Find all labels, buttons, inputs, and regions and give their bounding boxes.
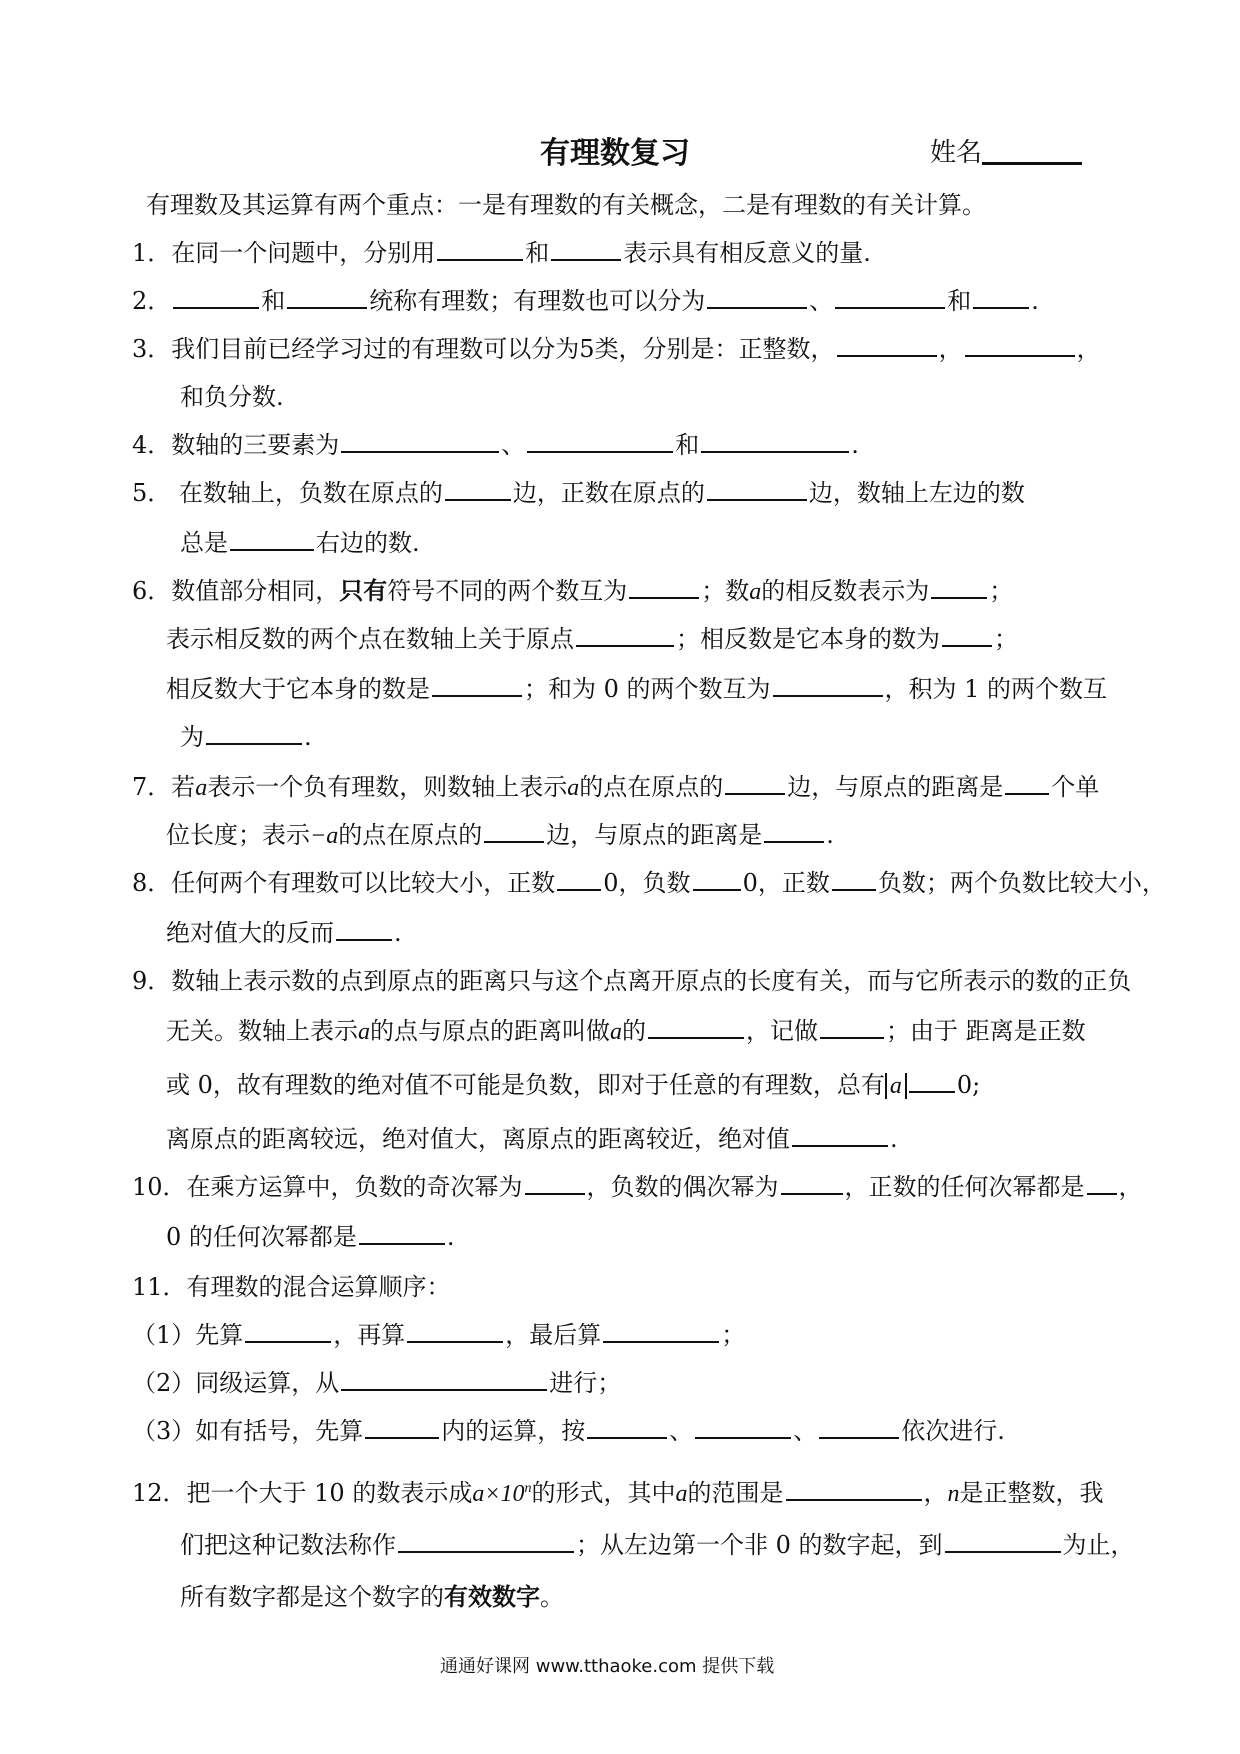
answer-blank[interactable] bbox=[973, 285, 1029, 309]
answer-blank[interactable] bbox=[527, 429, 673, 453]
answer-blank[interactable] bbox=[820, 1015, 884, 1039]
answer-blank[interactable] bbox=[819, 1415, 899, 1439]
question-9-line4: 离原点的距离较远，绝对值大，离原点的距离较近，绝对值 . bbox=[166, 1125, 898, 1153]
answer-blank[interactable] bbox=[781, 1171, 843, 1195]
answer-blank[interactable] bbox=[965, 333, 1075, 357]
answer-blank[interactable] bbox=[693, 867, 741, 891]
answer-blank[interactable] bbox=[551, 237, 621, 261]
answer-blank[interactable] bbox=[931, 575, 987, 599]
answer-blank[interactable] bbox=[837, 333, 937, 357]
answer-blank[interactable] bbox=[792, 1123, 888, 1147]
question-12-line3: 所有数字都是这个数字的有效数字。 bbox=[180, 1582, 564, 1611]
answer-blank[interactable] bbox=[942, 623, 992, 647]
answer-blank[interactable] bbox=[336, 917, 392, 941]
answer-blank[interactable] bbox=[835, 285, 945, 309]
answer-blank[interactable] bbox=[365, 1415, 439, 1439]
answer-blank[interactable] bbox=[764, 819, 824, 843]
answer-blank[interactable] bbox=[629, 575, 699, 599]
answer-blank[interactable] bbox=[1005, 771, 1049, 795]
answer-blank[interactable] bbox=[484, 819, 544, 843]
page-footer: 通通好课网 www.tthaoke.com 提供下载 bbox=[440, 1656, 775, 1677]
answer-blank[interactable] bbox=[909, 1069, 955, 1093]
answer-blank[interactable] bbox=[359, 1221, 445, 1245]
answer-blank[interactable] bbox=[695, 1415, 791, 1439]
answer-blank[interactable] bbox=[786, 1477, 922, 1501]
answer-blank[interactable] bbox=[525, 1171, 585, 1195]
question-7-cont: 位长度；表示−a的点在原点的 边，与原点的距离是 . bbox=[166, 821, 834, 849]
answer-blank[interactable] bbox=[445, 477, 511, 501]
question-9-line3: 或 0，故有理数的绝对值不可能是负数，即对于任意的有理数，总有 a 0; bbox=[166, 1071, 981, 1099]
scientific-notation: a×10 bbox=[472, 1481, 525, 1507]
answer-blank[interactable] bbox=[437, 237, 523, 261]
question-11-step2: （2）同级运算，从 进行； bbox=[132, 1369, 622, 1397]
answer-blank[interactable] bbox=[603, 1319, 719, 1343]
absolute-value-a: a bbox=[885, 1073, 907, 1099]
question-6-line2: 表示相反数的两个点在数轴上关于原点 ；相反数是它本身的数为 ； bbox=[166, 625, 1018, 653]
answer-blank[interactable] bbox=[230, 527, 314, 551]
question-10-cont: 0 的任何次幂都是 . bbox=[166, 1223, 455, 1251]
question-1: 1．在同一个问题中，分别用 和 表示具有相反意义的量. bbox=[132, 239, 871, 267]
answer-blank[interactable] bbox=[587, 1415, 667, 1439]
answer-blank[interactable] bbox=[341, 1367, 547, 1391]
answer-blank[interactable] bbox=[773, 673, 883, 697]
question-11-step1: （1）先算 ，再算 ，最后算 ； bbox=[132, 1321, 746, 1349]
answer-blank[interactable] bbox=[206, 721, 302, 745]
answer-blank[interactable] bbox=[701, 429, 849, 453]
answer-blank[interactable] bbox=[245, 1319, 331, 1343]
question-6-line3: 相反数大于它本身的数是 ；和为 0 的两个数互为 ，积为 1 的两个数互 bbox=[166, 675, 1108, 703]
question-3: 3．我们目前已经学习过的有理数可以分为5类，分别是：正整数， ， ， bbox=[132, 335, 1101, 363]
answer-blank[interactable] bbox=[398, 1529, 574, 1553]
question-5-cont: 总是 右边的数. bbox=[180, 529, 420, 557]
question-7: 7．若a表示一个负有理数，则数轴上表示a的点在原点的 边，与原点的距离是 个单 bbox=[132, 773, 1100, 801]
answer-blank[interactable] bbox=[287, 285, 367, 309]
question-5: 5． 在数轴上，负数在原点的 边，正数在原点的 边，数轴上左边的数 bbox=[132, 479, 1025, 507]
question-11: 11．有理数的混合运算顺序： bbox=[132, 1273, 451, 1301]
question-3-cont: 和负分数. bbox=[180, 383, 284, 411]
question-2: 2． 和 统称有理数；有理数也可以分为 、 和 . bbox=[132, 287, 1039, 315]
name-label: 姓名 bbox=[930, 138, 983, 168]
answer-blank[interactable] bbox=[832, 867, 876, 891]
question-12: 12．把一个大于 10 的数表示成$a\times 10^n$的形式，其中a的范围是 ，n是正整数，我 bbox=[132, 1479, 1104, 1507]
answer-blank[interactable] bbox=[725, 771, 785, 795]
answer-blank[interactable] bbox=[341, 429, 499, 453]
answer-blank[interactable] bbox=[557, 867, 601, 891]
answer-blank[interactable] bbox=[576, 623, 674, 647]
question-6-line4: 为 . bbox=[180, 723, 312, 751]
name-field[interactable] bbox=[982, 162, 1082, 165]
answer-blank[interactable] bbox=[707, 477, 807, 501]
answer-blank[interactable] bbox=[432, 673, 522, 697]
question-10: 10．在乘方运算中，负数的奇次幂为 ，负数的偶次幂为 ，正数的任何次幂都是 ， bbox=[132, 1173, 1143, 1201]
answer-blank[interactable] bbox=[707, 285, 807, 309]
answer-blank[interactable] bbox=[173, 285, 259, 309]
question-8: 8．任何两个有理数可以比较大小，正数 0，负数 0，正数 负数；两个负数比较大小， bbox=[132, 869, 1166, 897]
page-title: 有理数复习 bbox=[540, 136, 690, 171]
question-9: 9．数轴上表示数的点到原点的距离只与这个点离开原点的长度有关，而与它所表示的数的正负 bbox=[132, 967, 1132, 995]
question-11-step3: （3）如有括号，先算 内的运算，按 、 、 依次进行. bbox=[132, 1417, 1005, 1445]
question-12-line2: 们把这种记数法称作 ；从左边第一个非 0 的数字起，到 为止， bbox=[180, 1531, 1135, 1559]
question-4: 4．数轴的三要素为 、 和 . bbox=[132, 431, 859, 459]
question-9-line2: 无关。数轴上表示a的点与原点的距离叫做a的 ，记做 ；由于 距离是正数 bbox=[166, 1017, 1086, 1045]
answer-blank[interactable] bbox=[1087, 1171, 1117, 1195]
answer-blank[interactable] bbox=[648, 1015, 744, 1039]
answer-blank[interactable] bbox=[407, 1319, 503, 1343]
question-8-cont: 绝对值大的反而 . bbox=[166, 919, 402, 947]
question-6: 6．数值部分相同，只有符号不同的两个数互为 ；数a的相反数表示为 ； bbox=[132, 576, 1014, 605]
answer-blank[interactable] bbox=[945, 1529, 1061, 1553]
intro-text: 有理数及其运算有两个重点：一是有理数的有关概念，二是有理数的有关计算。 bbox=[146, 191, 986, 219]
